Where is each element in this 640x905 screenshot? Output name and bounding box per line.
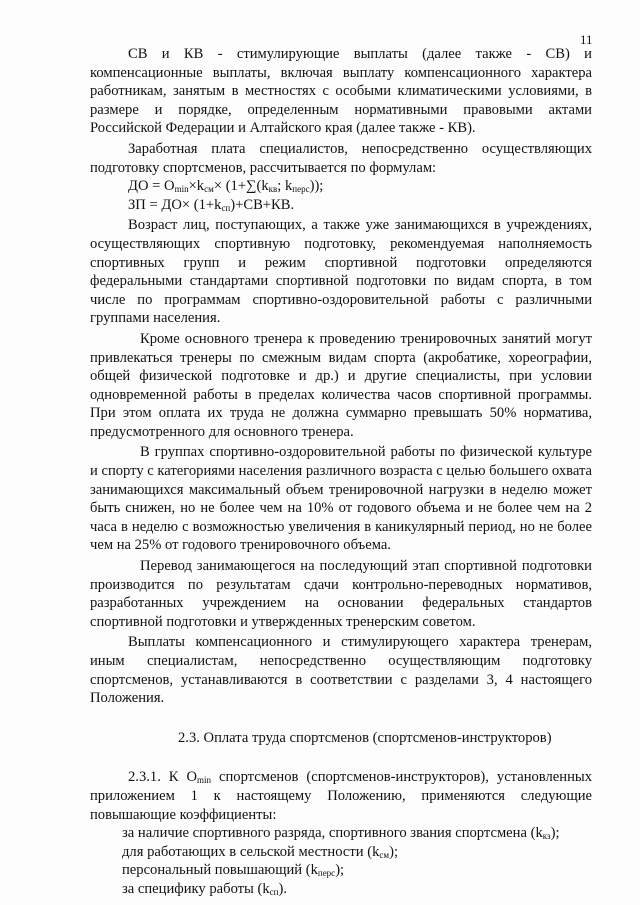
list-item-end: ); bbox=[335, 862, 345, 879]
paragraph-trainers: Кроме основного тренера к проведению тренировочных занятий могут привлекаться тренеры по смежным видам спорта (акробатике, хореографии, общей физической подготовке и др.) и другие специалисты, при условии одновременной работы в пределах количества часов спортивной программы. При этом оплата их труда не должна суммарно превышать 50% норматива, предусмотренного для основного тренера. bbox=[90, 330, 592, 440]
list-item-sub: кз bbox=[542, 831, 551, 842]
section-heading-2-3: 2.3. Оплата труда спортсменов (спортсменов-инструкторов) bbox=[178, 729, 552, 746]
formula-do-kpers: ; k bbox=[277, 178, 293, 195]
paragraph-2-3-1-start: 2.3.1. К О bbox=[128, 769, 198, 786]
formula-do-min-sub: min bbox=[174, 184, 189, 195]
list-item bbox=[90, 824, 592, 843]
formula-do-pers-sub: перс bbox=[292, 184, 310, 195]
list-item-sub: см bbox=[379, 849, 390, 860]
list-item-text: за наличие спортивного разряда, спортивного звания спортсмена (k bbox=[122, 825, 543, 842]
list-item-end: ); bbox=[389, 843, 398, 860]
list-item bbox=[90, 861, 592, 880]
list-item-text: за специфику работы (k bbox=[122, 880, 270, 897]
list-item-sub: сп bbox=[269, 886, 279, 897]
list-item-text: персональный повышающий (k bbox=[122, 862, 318, 879]
document-body bbox=[90, 45, 592, 899]
list-item-end: ). bbox=[278, 880, 287, 897]
formula-zp-sp-sub: сп bbox=[221, 202, 231, 213]
paragraph-age: Возраст лиц, поступающих, а также уже занимающихся в учреждениях, осуществляющих спортивную подготовку, рекомендуемая наполняемость спортивных групп и режим спортивной подготовки определяются федеральными стандартами спортивной подготовки по видам спорта, в том числе по программам спортивно-оздоровительной работы с различными группами населения. bbox=[90, 217, 592, 327]
list-item-end: ); bbox=[550, 825, 560, 842]
page-number: 11 bbox=[580, 32, 593, 47]
paragraph-2-3-1-min-sub: min bbox=[197, 775, 212, 786]
paragraph-groups: В группах спортивно-оздоровительной работы по физической культуре и спорту с категориями населения различного возраста с целью большего охвата занимающихся максимальный объем тренировочной нагрузки в неделю может быть снижен, но не более чем на 10% от годового объема и не более чем на 2 часа в неделю с возможностью увеличения в каникулярный период, но не более чем на 25% от годового тренировочного объема. bbox=[90, 444, 592, 554]
paragraph-transfer: Перевод занимающегося на последующий этап спортивной подготовки производится по результатам сдачи контрольно-переводных нормативов, разработанных учреждением на основании федеральных стандартов спортивной подготовки и утвержденных тренерским советом. bbox=[90, 558, 592, 630]
formula-zp-start: ЗП = ДО× (1+k bbox=[128, 196, 222, 213]
list-item bbox=[90, 880, 592, 899]
formula-do-end: )); bbox=[309, 178, 324, 195]
list-item bbox=[90, 843, 592, 862]
formula-zp bbox=[90, 196, 592, 215]
formula-do-sum: × (1+∑(k bbox=[213, 178, 269, 195]
paragraph-salary-intro: Заработная плата специалистов, непосредственно осуществляющих подготовку спортсменов, рассчитывается по формулам: bbox=[90, 140, 592, 176]
paragraph-2-3-1 bbox=[90, 768, 592, 824]
paragraph-cb-kb: СВ и КВ - стимулирующие выплаты (далее также - СВ) и компенсационные выплаты, включая выплату компенсационного характера работникам, занятым в местностях с особыми климатическими условиями, в размере и порядке, определенным нормативными правовыми актами Российской Федерации и Алтайского края (далее также - КВ). bbox=[90, 46, 592, 137]
formula-do-sm-sub: см bbox=[204, 184, 214, 195]
list-item-sub: перс bbox=[317, 868, 336, 879]
formula-do-kv-sub: кв bbox=[268, 184, 278, 195]
formula-do-lhs: ДО = О bbox=[128, 178, 175, 195]
formula-do-ksm: ×k bbox=[188, 178, 205, 195]
paragraph-payments: Выплаты компенсационного и стимулирующего характера тренерам, иным специалистам, непосредственно осуществляющим подготовку спортсменов, устанавливаются в соответствии с разделами 3, 4 настоящего Положения. bbox=[90, 634, 592, 707]
formula-zp-end: )+СВ+КВ. bbox=[230, 196, 295, 213]
paragraph-2-3-1-end: спортсменов (спортсменов-инструкторов), установленных приложением 1 к настоящему Положению, применяются следующие повышающие коэффициенты: bbox=[90, 769, 592, 823]
list-item-text: для работающих в сельской местности (k bbox=[122, 843, 380, 860]
formula-do bbox=[90, 177, 592, 196]
